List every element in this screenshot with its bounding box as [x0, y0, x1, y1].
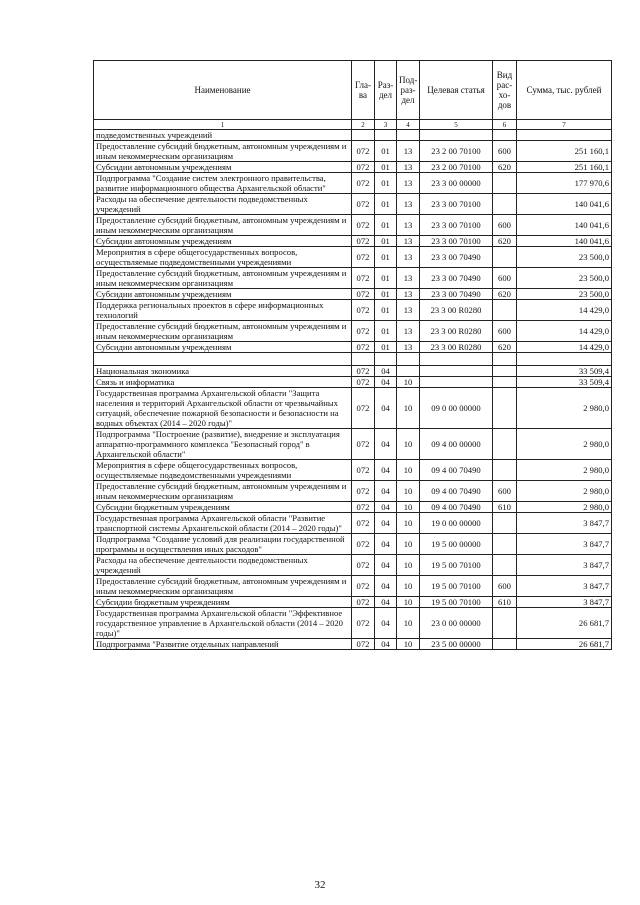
- table-row: [94, 429, 612, 460]
- cell-expense-type: 610: [493, 502, 517, 513]
- cell-glava: 072: [352, 289, 375, 300]
- cell-name: [94, 353, 352, 366]
- table-row: [94, 130, 612, 141]
- cell-expense-type: [493, 639, 517, 650]
- col-number: 3: [375, 120, 397, 130]
- budget-table-container: [93, 60, 611, 650]
- cell-razdel: 01: [375, 268, 397, 289]
- cell-target-item: 23 3 00 70100: [420, 215, 493, 236]
- cell-glava: 072: [352, 173, 375, 194]
- cell-name: Подпрограмма "Создание систем электронного правительства, развитие информационного общества Архангельской области": [94, 173, 352, 194]
- cell-name: Предоставление субсидий бюджетным, автономным учреждениям и иным некоммерческим организациям: [94, 141, 352, 162]
- cell-sum: 2 980,0: [517, 502, 612, 513]
- cell-sum: 251 160,1: [517, 162, 612, 173]
- cell-podrazdel: 10: [397, 377, 420, 388]
- cell-sum: 140 041,6: [517, 194, 612, 215]
- cell-glava: 072: [352, 481, 375, 502]
- table-row: [94, 289, 612, 300]
- cell-name: Подпрограмма "Создание условий для реализации государственной программы и осуществления иных расходов": [94, 534, 352, 555]
- cell-razdel: 01: [375, 173, 397, 194]
- cell-expense-type: [493, 194, 517, 215]
- cell-expense-type: [493, 173, 517, 194]
- cell-name: Субсидии автономным учреждениям: [94, 289, 352, 300]
- cell-expense-type: 610: [493, 597, 517, 608]
- cell-expense-type: 620: [493, 289, 517, 300]
- cell-target-item: 23 5 00 00000: [420, 639, 493, 650]
- col-number: 2: [352, 120, 375, 130]
- cell-razdel: 04: [375, 481, 397, 502]
- cell-expense-type: 600: [493, 141, 517, 162]
- cell-glava: 072: [352, 460, 375, 481]
- cell-podrazdel: 10: [397, 460, 420, 481]
- table-row: [94, 141, 612, 162]
- cell-name: Предоставление субсидий бюджетным, автономным учреждениям и иным некоммерческим организациям: [94, 215, 352, 236]
- cell-target-item: 19 5 00 70100: [420, 576, 493, 597]
- col-number: 5: [420, 120, 493, 130]
- cell-name: Предоставление субсидий бюджетным, автономным учреждениям и иным некоммерческим организациям: [94, 481, 352, 502]
- table-row: [94, 162, 612, 173]
- cell-name: Подпрограмма "Развитие отдельных направлений: [94, 639, 352, 650]
- cell-name: Предоставление субсидий бюджетным, автономным учреждениям и иным некоммерческим организациям: [94, 321, 352, 342]
- cell-sum: 3 847,7: [517, 576, 612, 597]
- cell-name: Государственная программа Архангельской области "Эффективное государственное управление в Архангельской области (2014 – 2020 годы)": [94, 608, 352, 639]
- cell-sum: 23 500,0: [517, 247, 612, 268]
- cell-glava: 072: [352, 366, 375, 377]
- cell-expense-type: 600: [493, 215, 517, 236]
- cell-target-item: 09 4 00 70490: [420, 460, 493, 481]
- cell-expense-type: [493, 366, 517, 377]
- cell-expense-type: [493, 247, 517, 268]
- cell-glava: 072: [352, 321, 375, 342]
- cell-razdel: 04: [375, 429, 397, 460]
- cell-podrazdel: 10: [397, 481, 420, 502]
- col-number: 4: [397, 120, 420, 130]
- cell-expense-type: 620: [493, 236, 517, 247]
- cell-target-item: 09 4 00 70490: [420, 481, 493, 502]
- cell-podrazdel: 13: [397, 300, 420, 321]
- table-row: [94, 247, 612, 268]
- cell-razdel: 01: [375, 236, 397, 247]
- cell-sum: 14 429,0: [517, 300, 612, 321]
- cell-target-item: 19 5 00 70100: [420, 555, 493, 576]
- cell-target-item: 23 3 00 70100: [420, 236, 493, 247]
- cell-razdel: 01: [375, 194, 397, 215]
- cell-expense-type: 620: [493, 342, 517, 353]
- cell-sum: 14 429,0: [517, 342, 612, 353]
- cell-target-item: 19 5 00 00000: [420, 534, 493, 555]
- cell-glava: 072: [352, 555, 375, 576]
- cell-razdel: [375, 130, 397, 141]
- cell-sum: 23 500,0: [517, 289, 612, 300]
- cell-podrazdel: 13: [397, 141, 420, 162]
- cell-glava: 072: [352, 576, 375, 597]
- cell-podrazdel: 13: [397, 194, 420, 215]
- cell-sum: 3 847,7: [517, 513, 612, 534]
- table-row: [94, 300, 612, 321]
- cell-podrazdel: 13: [397, 268, 420, 289]
- cell-sum: [517, 353, 612, 366]
- table-row: [94, 321, 612, 342]
- cell-razdel: 04: [375, 460, 397, 481]
- page-number: 32: [314, 879, 326, 891]
- cell-target-item: 23 2 00 70100: [420, 162, 493, 173]
- cell-expense-type: [493, 388, 517, 429]
- cell-podrazdel: 10: [397, 388, 420, 429]
- cell-expense-type: [493, 377, 517, 388]
- cell-name: Подпрограмма "Построение (развитие), внедрение и эксплуатация аппаратно-программного комплекса "Безопасный город" в Архангельской области": [94, 429, 352, 460]
- cell-razdel: 01: [375, 247, 397, 268]
- cell-podrazdel: 10: [397, 597, 420, 608]
- table-row: [94, 534, 612, 555]
- cell-sum: 33 509,4: [517, 366, 612, 377]
- cell-glava: 072: [352, 194, 375, 215]
- cell-expense-type: [493, 460, 517, 481]
- cell-razdel: 04: [375, 608, 397, 639]
- table-row: [94, 576, 612, 597]
- table-row: [94, 236, 612, 247]
- col-number: 7: [517, 120, 612, 130]
- cell-sum: 2 980,0: [517, 460, 612, 481]
- cell-sum: 23 500,0: [517, 268, 612, 289]
- cell-podrazdel: 10: [397, 555, 420, 576]
- cell-name: Субсидии автономным учреждениям: [94, 342, 352, 353]
- cell-expense-type: 600: [493, 481, 517, 502]
- header-name: Наименование: [94, 61, 352, 120]
- cell-podrazdel: 10: [397, 534, 420, 555]
- cell-razdel: 04: [375, 597, 397, 608]
- cell-sum: [517, 130, 612, 141]
- cell-glava: 072: [352, 608, 375, 639]
- cell-expense-type: [493, 353, 517, 366]
- cell-target-item: 23 3 00 R0280: [420, 321, 493, 342]
- table-body: [94, 130, 612, 650]
- cell-glava: 072: [352, 597, 375, 608]
- cell-sum: 177 970,6: [517, 173, 612, 194]
- cell-target-item: [420, 353, 493, 366]
- cell-target-item: 23 3 00 70490: [420, 289, 493, 300]
- table-row: [94, 194, 612, 215]
- cell-name: Субсидии бюджетным учреждениям: [94, 502, 352, 513]
- cell-razdel: 04: [375, 502, 397, 513]
- cell-name: Национальная экономика: [94, 366, 352, 377]
- cell-podrazdel: 10: [397, 639, 420, 650]
- cell-glava: 072: [352, 534, 375, 555]
- cell-target-item: 19 0 00 00000: [420, 513, 493, 534]
- cell-razdel: 04: [375, 513, 397, 534]
- cell-podrazdel: 10: [397, 608, 420, 639]
- cell-glava: 072: [352, 215, 375, 236]
- cell-expense-type: [493, 130, 517, 141]
- cell-podrazdel: 13: [397, 215, 420, 236]
- header-podrazdel: Под-раз-дел: [397, 61, 420, 120]
- cell-podrazdel: 13: [397, 342, 420, 353]
- table-row: [94, 460, 612, 481]
- table-row: [94, 268, 612, 289]
- table-row: [94, 353, 612, 366]
- cell-podrazdel: 13: [397, 247, 420, 268]
- cell-glava: 072: [352, 502, 375, 513]
- header-target-item: Целевая статья: [420, 61, 493, 120]
- cell-expense-type: 600: [493, 321, 517, 342]
- cell-expense-type: 620: [493, 162, 517, 173]
- cell-sum: 2 980,0: [517, 481, 612, 502]
- cell-name: Расходы на обеспечение деятельности подведомственных учреждений: [94, 555, 352, 576]
- cell-target-item: 23 3 00 70490: [420, 268, 493, 289]
- table-row: [94, 608, 612, 639]
- cell-podrazdel: 13: [397, 236, 420, 247]
- cell-target-item: 19 5 00 70100: [420, 597, 493, 608]
- cell-name: Расходы на обеспечение деятельности подведомственных учреждений: [94, 194, 352, 215]
- cell-sum: 3 847,7: [517, 555, 612, 576]
- cell-expense-type: [493, 429, 517, 460]
- cell-sum: 14 429,0: [517, 321, 612, 342]
- cell-glava: 072: [352, 513, 375, 534]
- cell-expense-type: [493, 300, 517, 321]
- cell-expense-type: [493, 534, 517, 555]
- cell-glava: 072: [352, 247, 375, 268]
- cell-name: Государственная программа Архангельской области "Развитие транспортной системы Архангельской области (2014 – 2020 годы)": [94, 513, 352, 534]
- table-row: [94, 639, 612, 650]
- cell-glava: [352, 353, 375, 366]
- table-row: [94, 377, 612, 388]
- cell-razdel: [375, 353, 397, 366]
- header-razdel: Раз-дел: [375, 61, 397, 120]
- header-glava: Гла-ва: [352, 61, 375, 120]
- cell-glava: 072: [352, 639, 375, 650]
- table-row: [94, 215, 612, 236]
- table-row: [94, 173, 612, 194]
- cell-glava: 072: [352, 377, 375, 388]
- cell-glava: [352, 130, 375, 141]
- cell-glava: 072: [352, 162, 375, 173]
- cell-razdel: 01: [375, 162, 397, 173]
- cell-name: Государственная программа Архангельской области "Защита населения и территорий Архангельской области от чрезвычайных ситуаций, обеспечение пожарной безопасности и безопасности на водных объектах (2014 – 2020 годы)": [94, 388, 352, 429]
- cell-podrazdel: 10: [397, 513, 420, 534]
- cell-sum: 2 980,0: [517, 429, 612, 460]
- cell-target-item: 23 3 00 R0280: [420, 342, 493, 353]
- cell-name: подведомственных учреждений: [94, 130, 352, 141]
- cell-name: Предоставление субсидий бюджетным, автономным учреждениям и иным некоммерческим организациям: [94, 268, 352, 289]
- cell-razdel: 01: [375, 342, 397, 353]
- cell-razdel: 01: [375, 141, 397, 162]
- col-number: 1: [94, 120, 352, 130]
- cell-target-item: 09 0 00 00000: [420, 388, 493, 429]
- cell-name: Поддержка региональных проектов в сфере информационных технологий: [94, 300, 352, 321]
- cell-sum: 2 980,0: [517, 388, 612, 429]
- cell-sum: 3 847,7: [517, 597, 612, 608]
- table-row: [94, 366, 612, 377]
- cell-glava: 072: [352, 300, 375, 321]
- header-sum: Сумма, тыс. рублей: [517, 61, 612, 120]
- cell-name: Субсидии автономным учреждениям: [94, 162, 352, 173]
- cell-sum: 3 847,7: [517, 534, 612, 555]
- cell-razdel: 01: [375, 215, 397, 236]
- cell-sum: 33 509,4: [517, 377, 612, 388]
- cell-sum: 251 160,1: [517, 141, 612, 162]
- cell-glava: 072: [352, 268, 375, 289]
- cell-expense-type: 600: [493, 268, 517, 289]
- cell-podrazdel: 13: [397, 173, 420, 194]
- cell-target-item: 23 3 00 R0280: [420, 300, 493, 321]
- table-row: [94, 513, 612, 534]
- cell-target-item: 09 4 00 70490: [420, 502, 493, 513]
- cell-podrazdel: 10: [397, 576, 420, 597]
- cell-glava: 072: [352, 388, 375, 429]
- table-row: [94, 388, 612, 429]
- col-number: 6: [493, 120, 517, 130]
- cell-target-item: 23 3 00 70490: [420, 247, 493, 268]
- cell-name: Субсидии бюджетным учреждениям: [94, 597, 352, 608]
- cell-sum: 26 681,7: [517, 639, 612, 650]
- table-row: [94, 342, 612, 353]
- cell-target-item: [420, 366, 493, 377]
- table-row: [94, 502, 612, 513]
- cell-name: Мероприятия в сфере общегосударственных вопросов, осуществляемые подведомственными учреждениями: [94, 460, 352, 481]
- cell-name: Предоставление субсидий бюджетным, автономным учреждениям и иным некоммерческим организациям: [94, 576, 352, 597]
- cell-target-item: 23 0 00 00000: [420, 608, 493, 639]
- table-header: [94, 61, 612, 130]
- cell-sum: 26 681,7: [517, 608, 612, 639]
- cell-glava: 072: [352, 342, 375, 353]
- cell-expense-type: [493, 608, 517, 639]
- cell-name: Мероприятия в сфере общегосударственных вопросов, осуществляемые подведомственными учреждениями: [94, 247, 352, 268]
- cell-target-item: 23 3 00 70100: [420, 194, 493, 215]
- cell-podrazdel: 13: [397, 321, 420, 342]
- cell-target-item: 23 3 00 00000: [420, 173, 493, 194]
- cell-razdel: 01: [375, 300, 397, 321]
- table-row: [94, 481, 612, 502]
- cell-razdel: 04: [375, 388, 397, 429]
- cell-target-item: 23 2 00 70100: [420, 141, 493, 162]
- cell-sum: 140 041,6: [517, 215, 612, 236]
- cell-expense-type: [493, 513, 517, 534]
- budget-table: [93, 60, 612, 650]
- header-expense-type: Вид рас-хо-дов: [493, 61, 517, 120]
- cell-expense-type: 600: [493, 576, 517, 597]
- cell-podrazdel: [397, 366, 420, 377]
- cell-razdel: 04: [375, 377, 397, 388]
- cell-razdel: 04: [375, 366, 397, 377]
- cell-podrazdel: [397, 130, 420, 141]
- cell-target-item: [420, 377, 493, 388]
- table-row: [94, 597, 612, 608]
- cell-razdel: 04: [375, 555, 397, 576]
- cell-name: Связь и информатика: [94, 377, 352, 388]
- cell-podrazdel: [397, 353, 420, 366]
- cell-podrazdel: 10: [397, 502, 420, 513]
- cell-razdel: 01: [375, 321, 397, 342]
- cell-razdel: 04: [375, 639, 397, 650]
- cell-razdel: 04: [375, 576, 397, 597]
- cell-razdel: 04: [375, 534, 397, 555]
- cell-glava: 072: [352, 236, 375, 247]
- cell-target-item: [420, 130, 493, 141]
- cell-expense-type: [493, 555, 517, 576]
- table-row: [94, 555, 612, 576]
- cell-podrazdel: 13: [397, 162, 420, 173]
- cell-razdel: 01: [375, 289, 397, 300]
- cell-glava: 072: [352, 429, 375, 460]
- cell-podrazdel: 13: [397, 289, 420, 300]
- cell-glava: 072: [352, 141, 375, 162]
- cell-podrazdel: 10: [397, 429, 420, 460]
- cell-target-item: 09 4 00 00000: [420, 429, 493, 460]
- cell-name: Субсидии автономным учреждениям: [94, 236, 352, 247]
- cell-sum: 140 041,6: [517, 236, 612, 247]
